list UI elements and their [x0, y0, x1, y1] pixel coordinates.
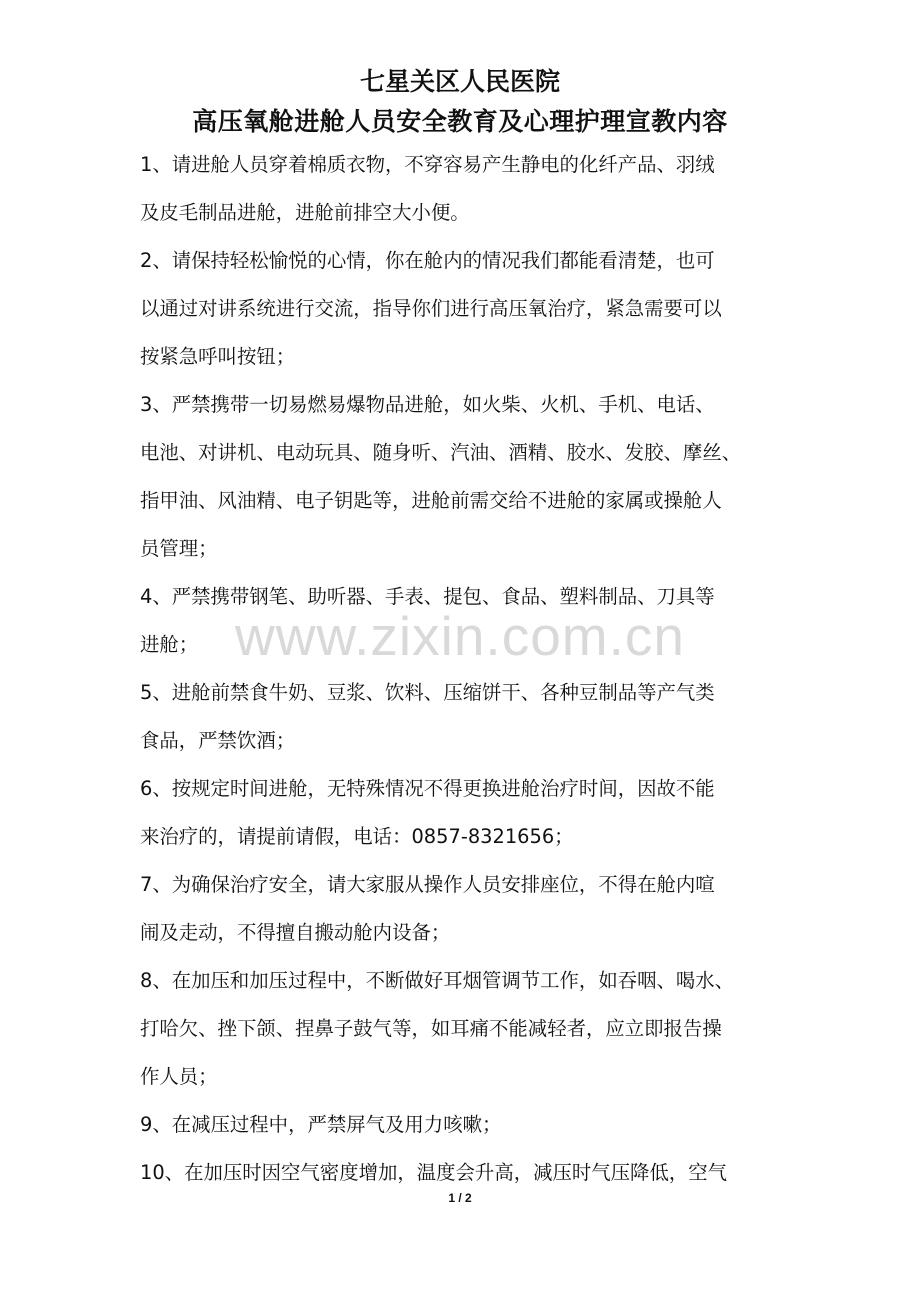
body-line: 6、按规定时间进舱，无特殊情况不得更换进舱治疗时间，因故不能: [140, 777, 715, 800]
body-line: 以通过对讲系统进行交流，指导你们进行高压氧治疗，紧急需要可以: [140, 297, 722, 320]
body-line: 闹及走动，不得擅自搬动舱内设备；: [140, 921, 451, 944]
body-line: 作人员；: [140, 1065, 218, 1088]
body-line: 按紧急呼叫按钮；: [140, 345, 296, 368]
body-line: 3、严禁携带一切易燃易爆物品进舱，如火柴、火机、手机、电话、: [140, 393, 715, 416]
body-line: 及皮毛制品进舱，进舱前排空大小便。: [140, 201, 470, 224]
page-number: 1 / 2: [448, 1191, 472, 1205]
body-line: 1、请进舱人员穿着棉质衣物，不穿容易产生静电的化纤产品、羽绒: [140, 153, 715, 176]
hospital-name-title: 七星关区人民医院: [359, 67, 560, 96]
body-line: 7、为确保治疗安全，请大家服从操作人员安排座位，不得在舱内喧: [140, 873, 715, 896]
body-line: 4、严禁携带钢笔、助听器、手表、提包、食品、塑料制品、刀具等: [140, 585, 715, 608]
body-line: 9、在减压过程中，严禁屏气及用力咳嗽；: [140, 1113, 502, 1136]
body-line: 指甲油、风油精、电子钥匙等，进舱前需交给不进舱的家属或操舱人: [140, 489, 722, 512]
body-line: 5、进舱前禁食牛奶、豆浆、饮料、压缩饼干、各种豆制品等产气类: [140, 681, 715, 704]
document-title: 高压氧舱进舱人员安全教育及心理护理宣教内容: [192, 107, 728, 136]
body-line: 员管理；: [140, 537, 218, 560]
body-line: 10、在加压时因空气密度增加，温度会升高，减压时气压降低，空气: [140, 1161, 728, 1184]
body-line: 电池、对讲机、电动玩具、随身听、汽油、酒精、胶水、发胶、摩丝、: [140, 441, 742, 464]
body-line: 进舱；: [140, 633, 199, 656]
body-line: 打哈欠、挫下颌、捏鼻子鼓气等，如耳痛不能减轻者，应立即报告操: [140, 1017, 722, 1040]
body-line: 食品，严禁饮酒；: [140, 729, 296, 752]
watermark-text: www.zixin.com.cn: [235, 605, 685, 667]
body-line: 来治疗的，请提前请假，电话：0857-8321656；: [140, 825, 574, 848]
body-line: 2、请保持轻松愉悦的心情，你在舱内的情况我们都能看清楚，也可: [140, 249, 715, 272]
body-line: 8、在加压和加压过程中，不断做好耳烟管调节工作，如吞咽、喝水、: [140, 969, 735, 992]
